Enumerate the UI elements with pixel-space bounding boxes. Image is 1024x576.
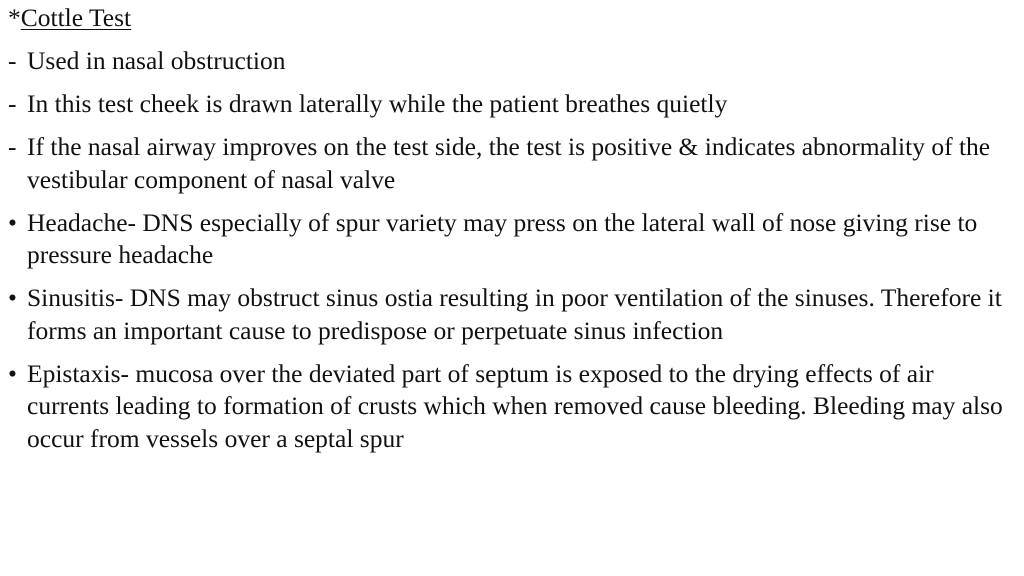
list-item-text: In this test cheek is drawn laterally while the patient breathes quietly [27, 89, 728, 118]
slide-body [8, 2, 1008, 466]
cottle-test-heading [8, 2, 1008, 35]
list-item-text: If the nasal airway improves on the test side, the test is positive & indicates abnormality of the vestibular component of nasal valve [27, 132, 991, 194]
bullet-marker: • [8, 283, 17, 312]
heading-text: Cottle Test [20, 3, 132, 32]
bullet-marker: • [8, 207, 17, 237]
bullet-marker: • [8, 358, 17, 388]
asterisk-marker: * [8, 3, 21, 32]
dash-marker: - [8, 46, 17, 75]
list-item-test-result [8, 131, 1008, 196]
list-item-test-procedure [8, 88, 1008, 121]
list-item-headache [8, 207, 1008, 272]
list-item-text: Sinusitis- DNS may obstruct sinus ostia resulting in poor ventilation of the sinuses. Therefore it forms an important cause to predispose or perpetuate sinus infection [27, 283, 1002, 345]
list-item-nasal-obstruction [8, 45, 1008, 78]
dash-marker: - [8, 89, 17, 118]
list-item-text: Epistaxis- mucosa over the deviated part of septum is exposed to the drying effects of air currents leading to formation of crusts which when removed cause bleeding. Bleeding may also occur from vessels over a septal spur [27, 358, 1003, 453]
dash-marker: - [8, 132, 17, 161]
list-item-text: Used in nasal obstruction [27, 46, 286, 75]
list-item-sinusitis [8, 282, 1008, 347]
list-item-text: Headache- DNS especially of spur variety may press on the lateral wall of nose giving rise to pressure headache [27, 207, 978, 269]
list-item-epistaxis [8, 358, 1008, 456]
